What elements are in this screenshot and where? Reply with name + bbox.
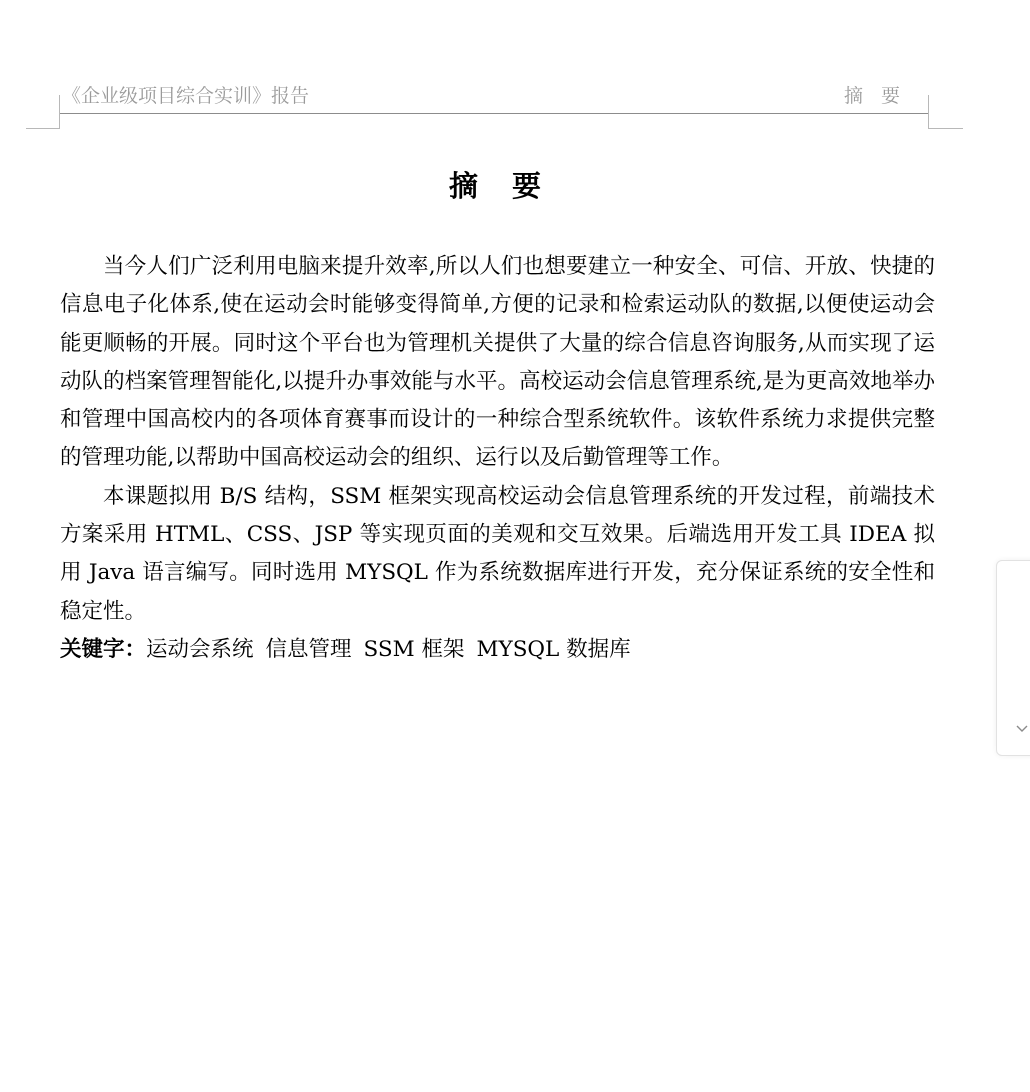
crop-mark-right-vertical (928, 95, 929, 129)
running-header-left: 《企业级项目综合实训》报告 (62, 85, 310, 107)
abstract-body (60, 248, 935, 669)
keyword-item: SSM 框架 (363, 636, 465, 662)
page-title: 摘 要 (448, 169, 554, 203)
chevron-down-icon[interactable] (1014, 721, 1030, 737)
header-rule (60, 113, 929, 114)
keyword-item: 运动会系统 (146, 636, 254, 662)
crop-mark-right-horizontal (929, 128, 963, 129)
running-header-right: 摘 要 (844, 85, 907, 107)
crop-mark-left-horizontal (26, 128, 60, 129)
side-floating-panel[interactable] (996, 560, 1030, 756)
abstract-paragraph-2: 本课题拟用 B/S 结构，SSM 框架实现高校运动会信息管理系统的开发过程，前端技术方案采用 HTML、CSS、JSP 等实现页面的美观和交互效果。后端选用开发工具 IDEA 拟用 Java 语言编写。同时选用 MYSQL 作为系统数据库进行开发，充分保证系统的安全性和稳定性。 (60, 483, 935, 624)
abstract-paragraph-1: 当今人们广泛利用电脑来提升效率,所以人们也想要建立一种安全、可信、开放、快捷的信息电子化体系,使在运动会时能够变得简单,方便的记录和检索运动队的数据,以便使运动会能更顺畅的开展。同时这个平台也为管理机关提供了大量的综合信息咨询服务,从而实现了运动队的档案管理智能化,以提升办事效能与水平。高校运动会信息管理系统,是为更高效地举办和管理中国高校内的各项体育赛事而设计的一种综合型系统软件。该软件系统力求提供完整的管理功能,以帮助中国高校运动会的组织、运行以及后勤管理等工作。 (60, 254, 935, 471)
keyword-item: 信息管理 (265, 636, 352, 662)
keywords-line (60, 631, 935, 669)
keywords-label: 关键字： (60, 636, 147, 662)
crop-mark-left-vertical (59, 95, 60, 129)
keyword-item: MYSQL 数据库 (476, 636, 631, 662)
